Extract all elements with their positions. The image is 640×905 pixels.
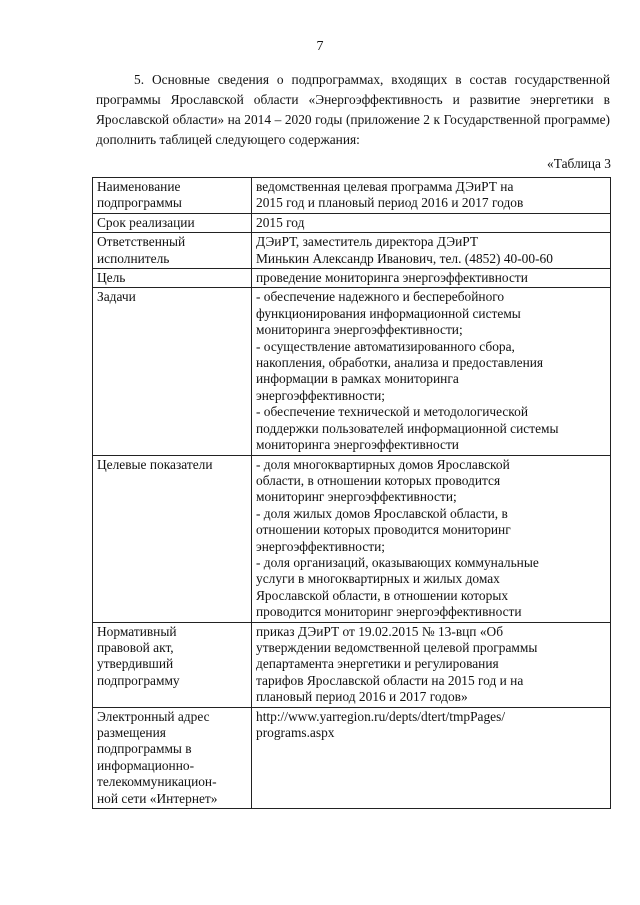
page-number: 7 [316,39,324,54]
row-value-line: области, в отношении которых проводится [256,472,501,488]
row-label-line: Нормативный [97,623,177,639]
row-label-cell [93,455,252,622]
row-label-cell [93,269,252,288]
row-label-cell [93,233,252,269]
table-row [93,288,611,455]
row-value-line: programs.aspx [256,725,335,740]
row-label-line: подпрограмму [97,672,180,688]
intro-paragraph-block [96,70,610,150]
row-value-line: - доля организаций, оказывающих коммунальные [256,554,539,570]
row-value-line: - доля жилых домов Ярославской области, в [256,505,508,521]
row-value-line: Минькин Александр Иванович, тел. (4852) 40-00-60 [256,250,553,266]
table-caption: «Таблица 3 [547,156,611,171]
row-value-line: проводится мониторинг энергоэффективности [256,604,522,620]
row-label-line: подпрограммы в [97,741,192,757]
row-value-line: - осуществление автоматизированного сбора, [256,338,515,354]
row-value-line: - обеспечение надежного и бесперебойного [256,289,505,305]
row-value-line: энергоэффективности; [256,387,386,403]
row-label-line: ной сети «Интернет» [97,790,218,806]
row-label-line: подпрограммы [97,195,182,211]
row-value-line: департамента энергетики и регулирования [256,656,499,672]
row-label-line: утвердивший [97,656,174,672]
row-value-line: http://www.yarregion.ru/depts/dtert/tmpPages/ [256,708,506,724]
row-value-line: поддержки пользователей информационной системы [256,420,559,436]
row-value-cell [252,269,611,288]
row-label-line: телекоммуникацион- [97,774,217,790]
table-row [93,455,611,622]
row-value-line: ДЭиРТ, заместитель директора ДЭиРТ [256,234,479,250]
row-value-line: - обеспечение технической и методологической [256,404,528,420]
row-value-line: проведение мониторинга энергоэффективности [256,270,528,286]
row-label-line: Ответственный [97,234,186,250]
row-value-cell [252,622,611,707]
row-value-line: отношении которых проводится мониторинг [256,522,511,538]
row-label-line: Задачи [97,289,136,305]
row-value-cell [252,178,611,214]
row-value-line: мониторинг энергоэффективности; [256,489,457,505]
row-label-cell [93,178,252,214]
row-value-line: услуги в многоквартирных и жилых домах [256,571,500,587]
table-row [93,622,611,707]
row-value-line: ведомственная целевая программа ДЭиРТ на [256,179,514,194]
row-value-line: утверждении ведомственной целевой программы [256,639,538,655]
row-value-line: информации в рамках мониторинга [256,371,459,387]
row-value-line: функционирования информационной системы [256,305,521,321]
row-value-line: тарифов Ярославской области на 2015 год и на [256,672,524,688]
row-value-line: мониторинга энергоэффективности [256,437,459,453]
subprogram-info-table [92,177,611,809]
row-label-line: правовой акт, [97,639,174,655]
row-value-line: энергоэффективности; [256,538,386,554]
row-value-line: 2015 год [256,214,305,230]
table-row [93,178,611,214]
row-value-line: Ярославской области, в отношении которых [256,587,509,603]
row-value-line: - доля многоквартирных домов Ярославской [256,456,510,472]
row-label-line: Электронный адрес [97,708,210,724]
row-value-cell [252,288,611,455]
table-row [93,213,611,232]
row-label-line: информационно- [97,757,195,773]
row-label-cell [93,288,252,455]
row-label-line: Наименование [97,179,181,194]
intro-paragraph: 5. Основные сведения о подпрограммах, входящих в состав государственной программы Ярославской области «Энергоэффективность и развитие энергетики в Ярославской области» на 2014 – 2020 годы (приложение 2 к Государственной программе) дополнить таблицей следующего содержания: [96,72,610,147]
row-label-line: Срок реализации [97,214,195,230]
table-row [93,269,611,288]
row-value-cell [252,707,611,808]
row-label-line: Целевые показатели [97,456,213,472]
row-value-line: накопления, обработки, анализа и предоставления [256,355,544,371]
row-label-cell [93,622,252,707]
table-row [93,233,611,269]
row-value-line: мониторинга энергоэффективности; [256,322,463,338]
row-value-line: плановый период 2016 и 2017 годов» [256,689,468,705]
row-value-line: приказ ДЭиРТ от 19.02.2015 № 13-вцп «Об [256,623,504,639]
row-label-line: Цель [97,270,126,286]
row-label-line: размещения [97,725,166,740]
row-value-line: 2015 год и плановый период 2016 и 2017 годов [256,195,524,211]
row-label-line: исполнитель [97,250,170,266]
row-value-cell [252,455,611,622]
row-value-cell [252,213,611,232]
table-body [93,178,611,809]
row-label-cell [93,213,252,232]
row-value-cell [252,233,611,269]
row-label-cell [93,707,252,808]
table-row [93,707,611,808]
